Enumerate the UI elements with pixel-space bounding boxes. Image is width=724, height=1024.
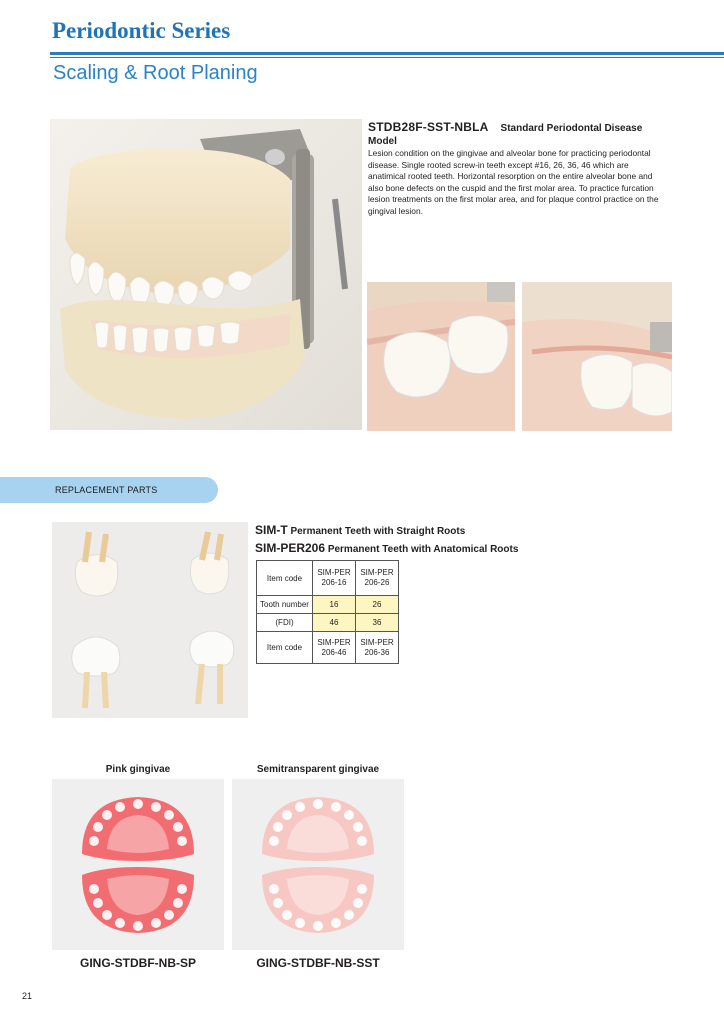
sim-per206-name: Permanent Teeth with Anatomical Roots	[327, 544, 519, 555]
sim-t-title	[255, 523, 465, 537]
table-row	[257, 632, 399, 664]
semitransparent-gingivae-code: GING-STDBF-NB-SST	[256, 956, 380, 970]
tooth-number-label: Tooth number	[257, 596, 313, 614]
sim-t-name: Permanent Teeth with Straight Roots	[290, 526, 466, 537]
item-code-table	[256, 560, 399, 664]
bone-defect-detail-photo	[522, 282, 672, 431]
furcation-detail-photo	[367, 282, 515, 431]
replacement-teeth-photo	[52, 522, 248, 718]
fdi-label: (FDI)	[257, 614, 313, 632]
tooth-number-cell: 46	[313, 614, 356, 632]
header-rule-thin	[50, 57, 724, 58]
header-rule	[50, 52, 724, 55]
pink-gingivae-photo	[52, 779, 224, 950]
item-code-cell: SIM-PER 206-46	[313, 632, 356, 664]
sim-per206-title	[255, 541, 518, 555]
replacement-parts-label: REPLACEMENT PARTS	[55, 485, 158, 495]
replacement-parts-banner	[0, 477, 218, 503]
item-code-cell: SIM-PER 206-16	[313, 561, 356, 596]
table-row	[257, 614, 399, 632]
periodontal-model-photo	[50, 119, 362, 430]
semitransparent-gingivae-label: Semitransparent gingivae	[256, 764, 380, 775]
tooth-number-cell: 16	[313, 596, 356, 614]
item-code-cell: SIM-PER 206-36	[356, 632, 399, 664]
pink-gingivae-code: GING-STDBF-NB-SP	[80, 956, 196, 970]
item-code-label: Item code	[257, 561, 313, 596]
item-code-cell: SIM-PER 206-26	[356, 561, 399, 596]
tooth-number-cell: 36	[356, 614, 399, 632]
pink-gingivae-label: Pink gingivae	[105, 764, 171, 775]
product-code: STDB28F-SST-NBLA	[368, 120, 489, 134]
product-name: Standard Periodontal Disease Model	[368, 123, 643, 147]
item-code-label: Item code	[257, 632, 313, 664]
table-row	[257, 596, 399, 614]
semitransparent-gingivae-photo	[232, 779, 404, 950]
sim-per206-code: SIM-PER206	[255, 541, 326, 555]
table-row	[257, 561, 399, 596]
tooth-number-cell: 26	[356, 596, 399, 614]
series-title: Periodontic Series	[52, 18, 231, 43]
section-title: Scaling & Root Planing	[53, 62, 258, 84]
product-description: Lesion condition on the gingivae and alveolar bone for practicing periodontal disease. Single rooted screw-in teeth except #16, 26, 36, 46 which are anatimical rooted teeth. Horizontal resorption on the entire alveolar bone and also bone defects on the cuspid and the first molar area. To practice furcation lesion treatments on the first molar area, and for plaque control practice on the gingival lesion.	[368, 148, 659, 216]
product-heading	[368, 121, 668, 148]
sim-t-code: SIM-T	[255, 523, 288, 537]
page-number: 21	[22, 991, 33, 1001]
